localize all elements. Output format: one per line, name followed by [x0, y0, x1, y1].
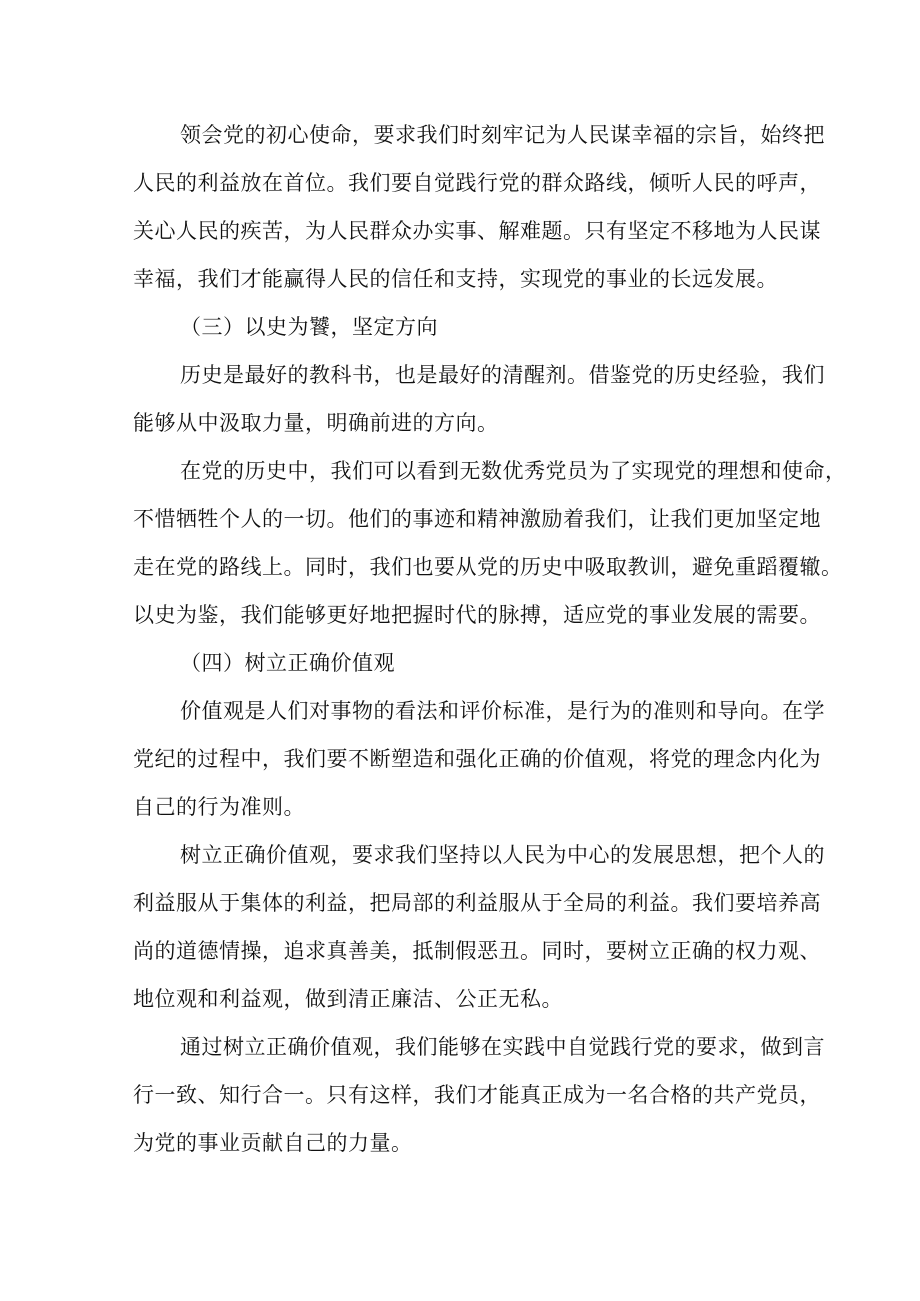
text-line: 行一致、知行合一。只有这样，我们才能真正成为一名合格的共产党员，	[133, 1083, 821, 1107]
text-line: 价值观是人们对事物的看法和评价标准，是行为的准则和导向。在学	[180, 699, 825, 723]
paragraph-line	[0, 359, 920, 391]
paragraph-line	[0, 1079, 920, 1111]
text-line: 不惜牺牲个人的一切。他们的事迹和精神激励着我们，让我们更加坚定地	[133, 507, 821, 531]
paragraph-line	[0, 263, 920, 295]
paragraph-line	[0, 935, 920, 967]
text-line: 为党的事业贡献自己的力量。	[133, 1131, 413, 1155]
text-line: 自己的行为准则。	[133, 795, 305, 819]
paragraph-line	[0, 503, 920, 535]
heading-text: （四）树立正确价值观	[180, 651, 395, 675]
section-heading	[0, 311, 920, 343]
text-line: 走在党的路线上。同时，我们也要从党的历史中吸取教训，避免重蹈覆辙。	[133, 555, 843, 579]
paragraph-line	[0, 215, 920, 247]
text-line: 党纪的过程中，我们要不断塑造和强化正确的价值观，将党的理念内化为	[133, 747, 821, 771]
paragraph-line	[0, 551, 920, 583]
text-line: 树立正确价值观，要求我们坚持以人民为中心的发展思想，把个人的	[180, 843, 825, 867]
paragraph-line	[0, 887, 920, 919]
text-line: 以史为鉴，我们能够更好地把握时代的脉搏，适应党的事业发展的需要。	[133, 603, 821, 627]
section-heading	[0, 647, 920, 679]
heading-text: （三）以史为饕，坚定方向	[180, 315, 438, 339]
paragraph-line	[0, 407, 920, 439]
paragraph-line	[0, 1127, 920, 1159]
text-line: 能够从中汲取力量，明确前进的方向。	[133, 411, 499, 435]
paragraph-line	[0, 167, 920, 199]
text-line: 领会党的初心使命，要求我们时刻牢记为人民谋幸福的宗旨，始终把	[180, 123, 825, 147]
paragraph-line	[0, 1031, 920, 1063]
paragraph-line	[0, 983, 920, 1015]
paragraph-line	[0, 599, 920, 631]
paragraph-line	[0, 455, 920, 487]
text-line: 尚的道德情操，追求真善美，抵制假恶丑。同时，要树立正确的权力观、	[133, 939, 821, 963]
paragraph-line	[0, 743, 920, 775]
text-line: 关心人民的疾苦，为人民群众办实事、解难题。只有坚定不移地为人民谋	[133, 219, 821, 243]
text-line: 历史是最好的教科书，也是最好的清醒剂。借鉴党的历史经验，我们	[180, 363, 825, 387]
text-line: 利益服从于集体的利益，把局部的利益服从于全局的利益。我们要培养高	[133, 891, 821, 915]
text-line: 通过树立正确价值观，我们能够在实践中自觉践行党的要求，做到言	[180, 1035, 825, 1059]
text-line: 地位观和利益观，做到清正廉洁、公正无私。	[133, 987, 563, 1011]
paragraph-line	[0, 839, 920, 871]
text-line: 人民的利益放在首位。我们要自觉践行党的群众路线，倾听人民的呼声，	[133, 171, 821, 195]
paragraph-line	[0, 791, 920, 823]
text-line: 幸福，我们才能赢得人民的信任和支持，实现党的事业的长远发展。	[133, 267, 778, 291]
paragraph-line	[0, 695, 920, 727]
paragraph-line	[0, 119, 920, 151]
text-line: 在党的历史中，我们可以看到无数优秀党员为了实现党的理想和使命，	[180, 459, 847, 483]
